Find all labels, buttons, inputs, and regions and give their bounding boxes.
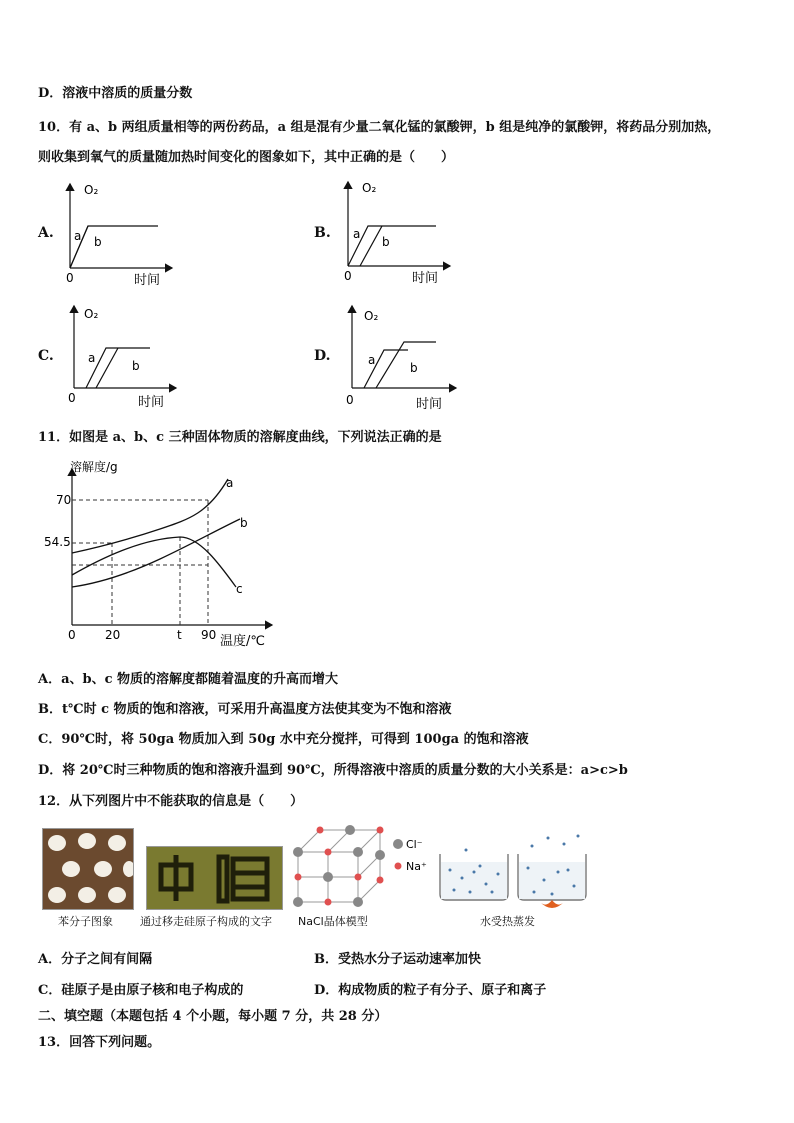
flame-icon (540, 900, 564, 908)
tick-70: 70 (56, 493, 72, 507)
label-a: a (353, 227, 361, 241)
label-b: b (132, 359, 140, 373)
tick-545: 54.5 (44, 535, 71, 549)
curve-b (72, 519, 240, 587)
label-c: c (236, 582, 243, 596)
q13-stem: 13．回答下列问题。 (38, 1035, 161, 1050)
x-axis-label: 温度/℃ (220, 634, 265, 649)
label-a: a (226, 476, 234, 490)
legend-na: Na⁺ (406, 860, 427, 873)
curve-b (96, 348, 118, 388)
q10-stem-line1: 10．有 a、b 两组质量相等的两份药品，a 组是混有少量二氧化锰的氯酸钾，b 组是纯净的氯酸钾，将药品分别加热， (38, 120, 721, 135)
q12-option-c: C．硅原子是由原子核和电子构成的 (38, 983, 244, 998)
water-evaporation-image (436, 832, 592, 912)
label-a: a (88, 351, 96, 365)
y-axis-label: 溶解度/g (70, 460, 118, 474)
q9-option-d: D．溶液中溶质的质量分数 (38, 86, 193, 101)
caption-benzene: 苯分子图象 (58, 915, 113, 928)
tick-xt: t (177, 628, 182, 642)
q10-graph-c (62, 300, 192, 412)
curve-a (70, 226, 158, 268)
tick-x20: 20 (105, 628, 121, 642)
label-b: b (94, 235, 102, 249)
y-label: O₂ (84, 307, 99, 321)
q10-option-a-label: A. (38, 225, 54, 241)
benzene-image (42, 828, 134, 910)
q11-option-c: C．90℃时，将 50ga 物质加入到 50g 水中充分搅拌，可得到 100ga 的饱和溶液 (38, 732, 529, 747)
q11-option-d: D．将 20℃时三种物质的饱和溶液升温到 90℃，所得溶液中溶质的质量分数的大小关系是：a>c>b (38, 763, 628, 778)
q11-solubility-chart (40, 455, 280, 655)
label-b: b (382, 235, 390, 249)
tick-x90: 90 (201, 628, 217, 642)
q10-stem-line2: 则收集到氧气的质量随加热时间变化的图象如下，其中正确的是（ ） (38, 150, 455, 165)
label-a: a (74, 229, 82, 243)
cl-ion-icon (393, 839, 403, 849)
label-a: a (368, 353, 376, 367)
q12-option-a: A．分子之间有间隔 (38, 952, 153, 967)
legend-cl: Cl⁻ (406, 838, 423, 851)
silicon-text-image (146, 846, 283, 910)
origin: 0 (66, 271, 74, 285)
nacl-legend (392, 836, 432, 876)
x-label: 时间 (134, 273, 161, 288)
q10-graph-a (58, 178, 188, 290)
caption-silicon: 通过移走硅原子构成的文字 (140, 915, 272, 928)
y-label: O₂ (362, 181, 377, 195)
nacl-lattice-image (288, 822, 392, 914)
na-ion-icon (395, 863, 402, 870)
q12-option-b: B．受热水分子运动速率加快 (314, 952, 481, 967)
curve-a (348, 226, 436, 266)
curve-b (376, 342, 436, 388)
q10-graph-d (340, 302, 470, 414)
origin: 0 (346, 393, 354, 407)
caption-evaporation: 水受热蒸发 (480, 915, 535, 928)
label-b: b (240, 516, 248, 530)
tick-x0: 0 (68, 628, 76, 642)
section2-title: 二、填空题（本题包括 4 个小题，每小题 7 分，共 28 分） (38, 1009, 388, 1024)
origin: 0 (68, 391, 76, 405)
q11-stem: 11．如图是 a、b、c 三种固体物质的溶解度曲线，下列说法正确的是 (38, 430, 442, 445)
q12-stem: 12．从下列图片中不能获取的信息是（ ） (38, 794, 304, 809)
label-b: b (410, 361, 418, 375)
curve-b (360, 226, 382, 266)
q10-option-c-label: C. (38, 348, 54, 364)
q10-option-d-label: D. (314, 348, 331, 364)
curve-a (86, 348, 150, 388)
x-label: 时间 (138, 395, 165, 410)
q10-graph-b (336, 176, 466, 288)
q10-option-b-label: B. (314, 225, 331, 241)
y-label: O₂ (84, 183, 99, 197)
x-label: 时间 (412, 271, 439, 286)
x-label: 时间 (416, 397, 443, 412)
q12-option-d: D．构成物质的粒子有分子、原子和离子 (314, 983, 547, 998)
y-label: O₂ (364, 309, 379, 323)
caption-nacl: NaCl晶体模型 (298, 915, 368, 928)
origin: 0 (344, 269, 352, 283)
q11-option-b: B．t℃时 c 物质的饱和溶液，可采用升高温度方法使其变为不饱和溶液 (38, 702, 452, 717)
q11-option-a: A．a、b、c 物质的溶解度都随着温度的升高而增大 (38, 672, 339, 687)
